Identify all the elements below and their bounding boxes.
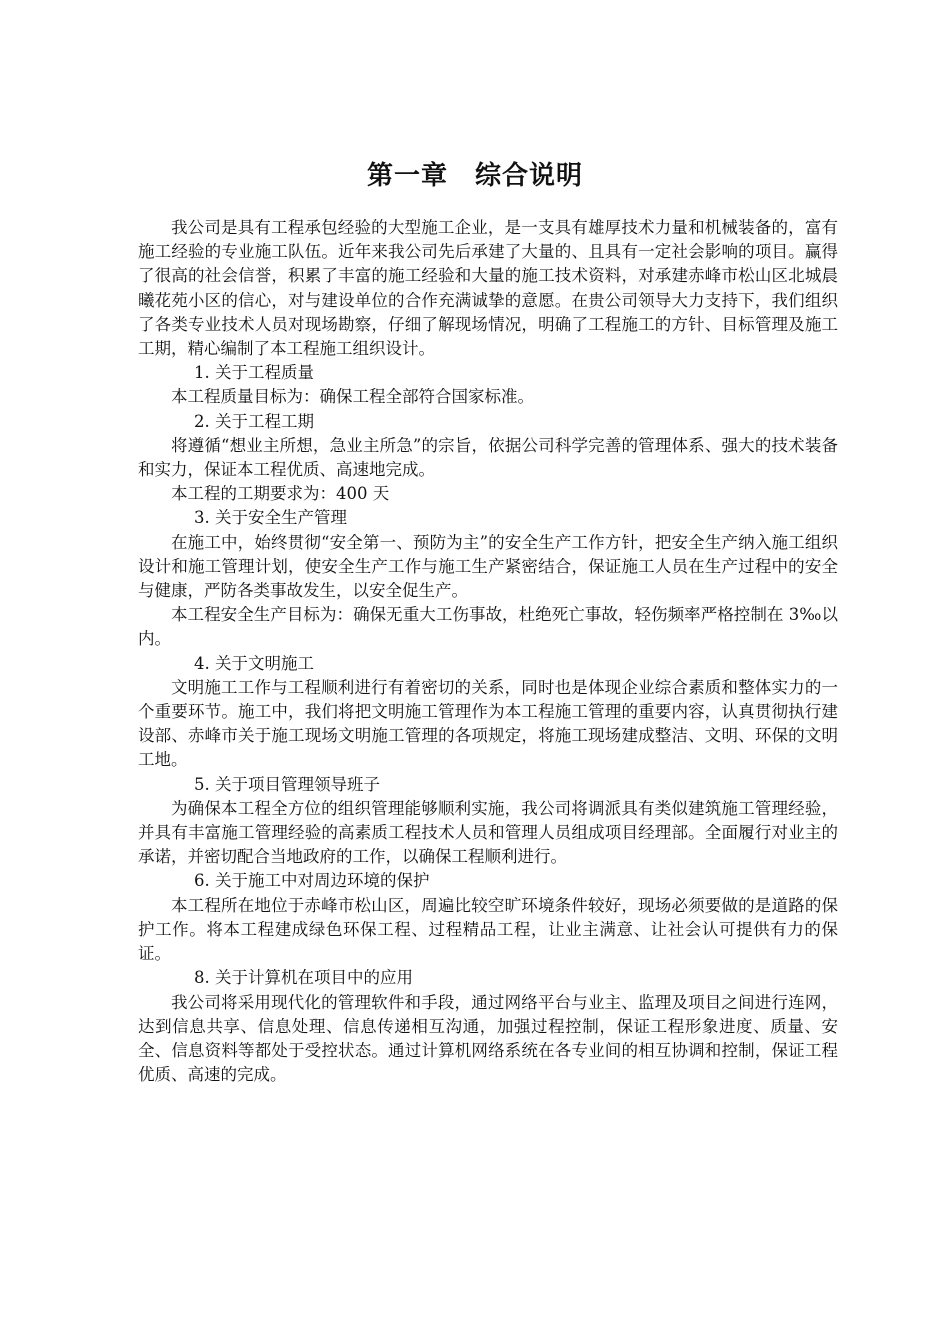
section-heading-environment: 6. 关于施工中对周边环境的保护 <box>194 871 430 891</box>
intro-paragraph: 我公司是具有工程承包经验的大型施工企业，是一支具有雄厚技术力量和机械装备的，富有施工经验的专业施工队伍。近年来我公司先后承建了大量的、且具有一定社会影响的项目。赢得了很高的社会信誉，积累了丰富的施工经验和大量的施工技术资料，对承建赤峰市松山区北城晨曦花苑小区的信心，对与建设单位的合作充满诚挚的意愿。在贵公司领导大力支持下，我们组织了各类专业技术人员对现场勘察，仔细了解现场情况，明确了工程施工的方针、目标管理及施工工期，精心编制了本工程施工组织设计。 <box>138 218 838 359</box>
section-paragraph: 将遵循“想业主所想，急业主所急”的宗旨，依据公司科学完善的管理体系、强大的技术装备和实力，保证本工程优质、高速地完成。 <box>138 435 838 480</box>
document-body <box>138 216 838 1087</box>
section-paragraph: 本工程的工期要求为：400 天 <box>171 484 390 504</box>
section-paragraph: 本工程所在地位于赤峰市松山区，周遍比较空旷环境条件较好，现场必须要做的是道路的保护工作。将本工程建成绿色环保工程、过程精品工程，让业主满意、让社会认可提供有力的保证。 <box>138 895 838 964</box>
section-heading-quality: 1. 关于工程质量 <box>194 363 314 383</box>
section-paragraph: 我公司将采用现代化的管理软件和手段，通过网络平台与业主、监理及项目之间进行连网，达到信息共享、信息处理、信息传递相互沟通，加强过程控制，保证工程形象进度、质量、安全、信息资料等都处于受控状态。通过计算机网络系统在各专业间的相互协调和控制，保证工程优质、高速的完成。 <box>138 992 838 1085</box>
section-paragraph: 本工程安全生产目标为：确保无重大工伤事故，杜绝死亡事故，轻伤频率严格控制在 3‰以内。 <box>138 605 838 649</box>
section-paragraph: 为确保本工程全方位的组织管理能够顺利实施，我公司将调派具有类似建筑施工管理经验，并具有丰富施工管理经验的高素质工程技术人员和管理人员组成项目经理部。全面履行对业主的承诺，并密切配合当地政府的工作，以确保工程顺利进行。 <box>138 798 838 867</box>
section-heading-computer-application: 8. 关于计算机在项目中的应用 <box>194 968 413 988</box>
section-heading-schedule: 2. 关于工程工期 <box>194 411 314 431</box>
section-paragraph: 在施工中，始终贯彻“安全第一、预防为主”的安全生产工作方针，把安全生产纳入施工组织设计和施工管理计划，使安全生产工作与施工生产紧密结合，保证施工人员在生产过程中的安全与健康，严防各类事故发生，以安全促生产。 <box>138 532 838 601</box>
section-heading-safety: 3. 关于安全生产管理 <box>194 508 347 528</box>
section-paragraph: 文明施工工作与工程顺利进行有着密切的关系，同时也是体现企业综合素质和整体实力的一个重要环节。施工中，我们将把文明施工管理作为本工程施工管理的重要内容，认真贯彻执行建设部、赤峰市关于施工现场文明施工管理的各项规定，将施工现场建成整洁、文明、环保的文明工地。 <box>138 677 838 770</box>
section-heading-civilized-construction: 4. 关于文明施工 <box>194 653 314 673</box>
chapter-title: 第一章 综合说明 <box>366 161 583 191</box>
section-paragraph: 本工程质量目标为：确保工程全部符合国家标准。 <box>171 387 534 407</box>
section-heading-management-team: 5. 关于项目管理领导班子 <box>194 774 380 794</box>
